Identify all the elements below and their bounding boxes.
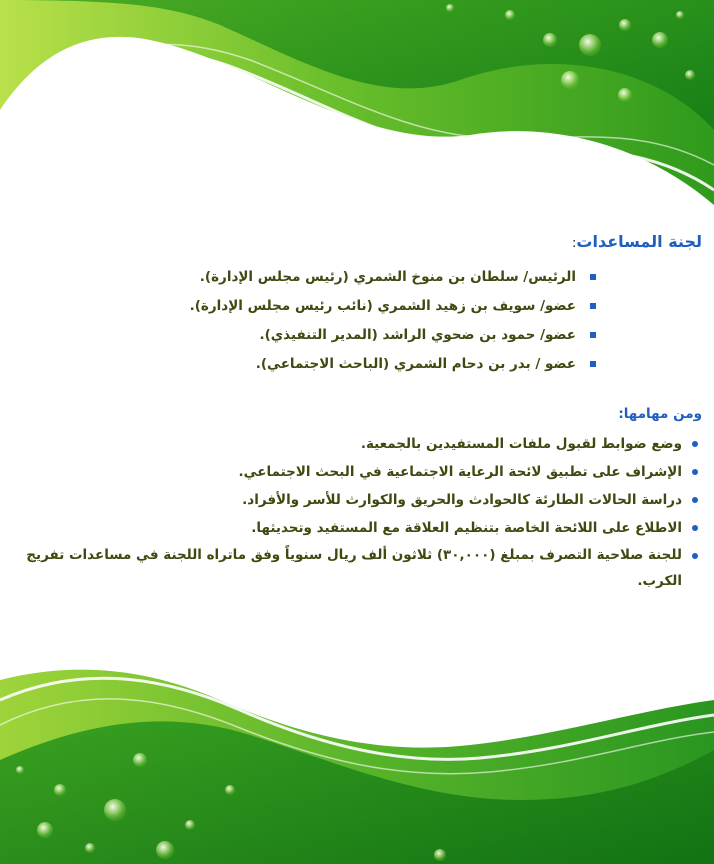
member-text: الرئيس/ سلطان بن منوخ الشمري (رئيس مجلس الإدارة). bbox=[199, 269, 576, 285]
bottom-green-wave-decoration bbox=[0, 640, 714, 864]
task-item bbox=[24, 542, 704, 594]
task-text: للجنة صلاحية التصرف بمبلغ (٣٠,٠٠٠) ثلاثون ألف ريال سنوياً وفق ماتراه اللجنة في مساعدات تفريج الكرب. bbox=[26, 547, 682, 589]
member-item bbox=[190, 263, 596, 292]
tasks-title: ومن مهامها: bbox=[618, 406, 702, 422]
round-bullet-icon bbox=[692, 469, 698, 475]
round-bullet-icon bbox=[692, 525, 698, 531]
task-text: وضع ضوابط لقبول ملفات المستفيدين بالجمعية. bbox=[360, 436, 682, 452]
member-item bbox=[190, 292, 596, 321]
top-green-wave-decoration bbox=[0, 0, 714, 230]
task-text: الاطلاع على اللائحة الخاصة بتنظيم العلاقة مع المستفيد وتحديثها. bbox=[251, 520, 682, 536]
task-item bbox=[24, 514, 704, 542]
committee-title-colon: : bbox=[572, 236, 577, 251]
round-bullet-icon bbox=[692, 441, 698, 447]
member-item bbox=[190, 350, 596, 379]
member-text: عضو/ سويف بن زهيد الشمري (نائب رئيس مجلس الإدارة). bbox=[189, 298, 576, 314]
task-item bbox=[24, 458, 704, 486]
round-bullet-icon bbox=[692, 497, 698, 503]
square-bullet-icon bbox=[590, 332, 596, 338]
committee-members-list bbox=[190, 263, 596, 379]
square-bullet-icon bbox=[590, 303, 596, 309]
member-text: عضو / بدر بن دحام الشمري (الباحث الاجتماعي). bbox=[255, 356, 576, 372]
tasks-list bbox=[24, 430, 704, 594]
task-item bbox=[24, 486, 704, 514]
committee-title-text: لجنة المساعدات bbox=[576, 232, 702, 251]
member-text: عضو/ حمود بن ضحوي الراشد (المدير التنفيذي). bbox=[259, 327, 576, 343]
round-bullet-icon bbox=[692, 553, 698, 559]
task-text: الإشراف على تطبيق لائحة الرعاية الاجتماعية في البحث الاجتماعي. bbox=[238, 464, 682, 480]
task-item bbox=[24, 430, 704, 458]
member-item bbox=[190, 321, 596, 350]
task-text: دراسة الحالات الطارئة كالحوادث والحريق والكوارث للأسر والأفراد. bbox=[242, 492, 682, 508]
square-bullet-icon bbox=[590, 274, 596, 280]
committee-title bbox=[572, 232, 702, 251]
square-bullet-icon bbox=[590, 361, 596, 367]
